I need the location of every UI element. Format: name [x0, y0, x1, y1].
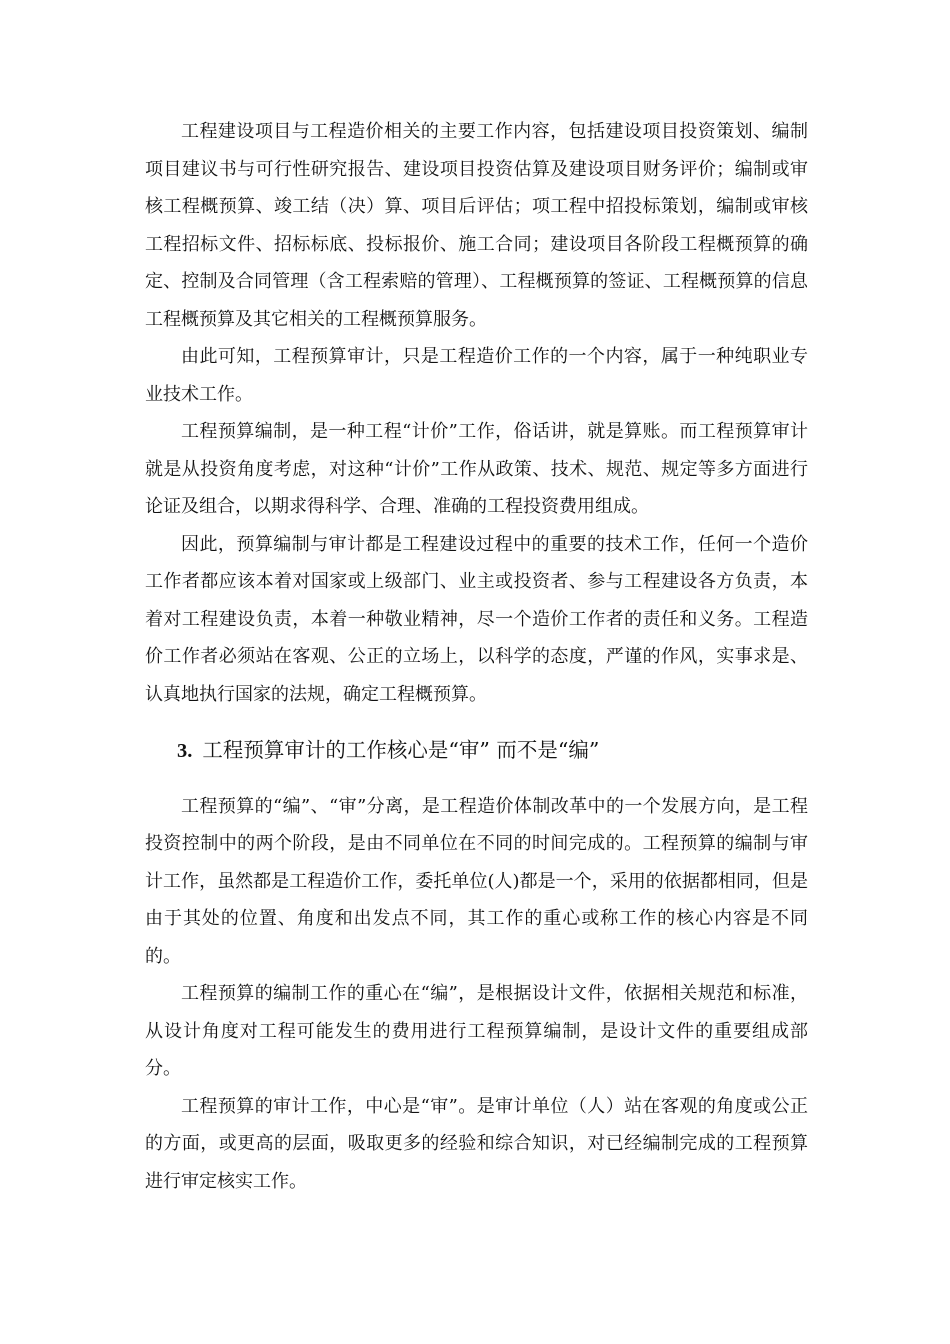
paragraph-separation: 工程预算的“编”、“审”分离，是工程造价体制改革中的一个发展方向，是工程投资控制中的两个阶段，是由不同单位在不同的时间完成的。工程预算的编制与审计工作，虽然都是工程造价工作，委托单位(人)都是一个，采用的依据都相同，但是由于其处的位置、角度和出发点不同，其工作的重心或称工作的核心内容是不同的。 — [145, 795, 808, 967]
section-heading — [145, 732, 808, 771]
paragraph-audit-focus: 工程预算的审计工作，中心是“审”。是审计单位（人）站在客观的角度或公正的方面，或更高的层面，吸取更多的经验和综合知识，对已经编制完成的工程预算进行审定核实工作。 — [145, 1095, 808, 1192]
section-title: 工程预算审计的工作核心是“审” 而不是“编” — [202, 738, 600, 762]
paragraph-budget-compilation: 工程预算编制，是一种工程“计价”工作，俗话讲，就是算账。而工程预算审计就是从投资角度考虑，对这种“计价”工作从政策、技术、规范、规定等多方面进行论证及组合，以期求得科学、合理、准确的工程投资费用组成。 — [145, 421, 808, 517]
document-body — [145, 113, 808, 1200]
paragraph-work-content: 工程建设项目与工程造价相关的主要工作内容，包括建设项目投资策划、编制项目建议书与可行性研究报告、建设项目投资估算及建设项目财务评价；编制或审核工程概预算、竣工结（决）算、项目后评估；项工程中招投标策划，编制或审核工程招标文件、招标标底、投标报价、施工合同；建设项目各阶段工程概预算的确定、控制及合同管理（含工程索赔的管理）、工程概预算的签证、工程概预算的信息工程概预算及其它相关的工程概预算服务。 — [145, 121, 808, 330]
section-number: 3. — [177, 740, 193, 762]
paragraph-audit-scope: 由此可知，工程预算审计，只是工程造价工作的一个内容，属于一种纯职业专业技术工作。 — [145, 346, 808, 405]
paragraph-compilation-focus: 工程预算的编制工作的重心在“编”，是根据设计文件，依据相关规范和标准，从设计角度对工程可能发生的费用进行工程预算编制，是设计文件的重要组成部分。 — [145, 983, 808, 1079]
paragraph-responsibility: 因此，预算编制与审计都是工程建设过程中的重要的技术工作，任何一个造价工作者都应该本着对国家或上级部门、业主或投资者、参与工程建设各方负责，本着对工程建设负责，本着一种敬业精神，尽一个造价工作者的责任和义务。工程造价工作者必须站在客观、公正的立场上，以科学的态度，严谨的作风，实事求是、认真地执行国家的法规，确定工程概预算。 — [145, 533, 808, 705]
